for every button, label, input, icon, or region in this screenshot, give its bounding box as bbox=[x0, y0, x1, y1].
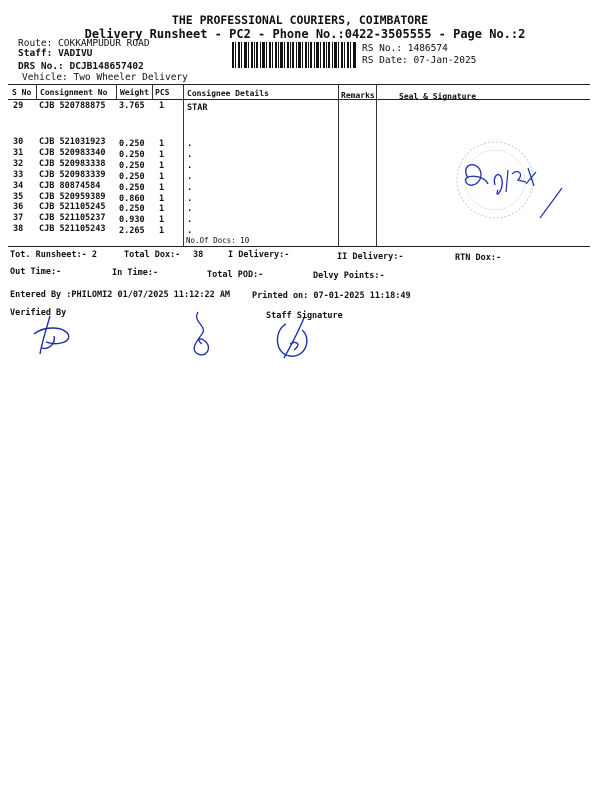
header-remarks: Remarks bbox=[341, 91, 375, 100]
staff-signature bbox=[272, 314, 316, 362]
staff-signature-label: Staff Signature bbox=[266, 311, 343, 321]
cell-weight: 0.250 bbox=[119, 150, 145, 160]
cell-consignment: CJB 521105237 bbox=[39, 213, 106, 223]
printed-on: Printed on: 07-01-2025 11:18:49 bbox=[252, 291, 411, 301]
col-divider bbox=[338, 85, 339, 246]
total-pod: Total POD:- bbox=[207, 270, 264, 280]
cell-consignee: . bbox=[187, 183, 193, 193]
cell-weight: 0.930 bbox=[119, 215, 145, 225]
delvy-points: Delvy Points:- bbox=[313, 271, 385, 281]
header-seal: Seal & Signature bbox=[399, 92, 477, 101]
cell-pcs: 1 bbox=[159, 215, 165, 225]
in-time: In Time:- bbox=[112, 268, 159, 278]
header-consignment: Consignment No bbox=[40, 88, 108, 97]
table-top-rule bbox=[8, 84, 590, 85]
cell-sno: 35 bbox=[13, 192, 24, 202]
cell-pcs: 1 bbox=[159, 150, 165, 160]
cell-consignee: . bbox=[187, 172, 193, 182]
col-divider bbox=[116, 85, 117, 99]
rs-date: RS Date: 07-Jan-2025 bbox=[362, 55, 477, 66]
cell-weight: 0.250 bbox=[119, 204, 145, 214]
drs-line bbox=[18, 61, 144, 72]
rtn-dox: RTN Dox:- bbox=[455, 253, 502, 263]
cell-consignment: CJB 520983339 bbox=[39, 170, 106, 180]
cell-sno: 32 bbox=[13, 159, 24, 169]
route-text: Route: COKKAMPUDUR ROAD bbox=[18, 38, 150, 49]
col-divider bbox=[376, 85, 377, 246]
cell-consignee: STAR bbox=[187, 103, 208, 113]
verified-by-signature bbox=[28, 312, 78, 358]
cell-consignment: CJB 520983340 bbox=[39, 148, 106, 158]
header-consignee: Consignee Details bbox=[187, 89, 269, 98]
cell-consignee: . bbox=[187, 226, 193, 236]
table-header-rule bbox=[8, 99, 590, 100]
cell-consignment: CJB 520959389 bbox=[39, 192, 106, 202]
i-delivery: I Delivery:- bbox=[228, 250, 290, 260]
ii-delivery: II Delivery:- bbox=[337, 252, 404, 262]
cell-sno: 34 bbox=[13, 181, 24, 191]
cell-sno: 31 bbox=[13, 148, 24, 158]
cell-pcs: 1 bbox=[159, 101, 165, 111]
cell-pcs: 1 bbox=[159, 194, 165, 204]
staff-label: Staff: bbox=[18, 48, 53, 59]
header-weight: Weight bbox=[120, 88, 149, 97]
middle-signature bbox=[188, 308, 218, 360]
cell-pcs: 1 bbox=[159, 139, 165, 149]
cell-sno: 33 bbox=[13, 170, 24, 180]
cell-weight: 0.860 bbox=[119, 194, 145, 204]
company-title: THE PROFESSIONAL COURIERS, COIMBATORE bbox=[171, 13, 429, 27]
cell-consignment: CJB 521105243 bbox=[39, 224, 106, 234]
staff-line bbox=[18, 48, 92, 59]
cell-consignment: CJB 520983338 bbox=[39, 159, 106, 169]
out-time: Out Time:- bbox=[10, 267, 62, 277]
cell-weight: 0.250 bbox=[119, 161, 145, 171]
cell-pcs: 1 bbox=[159, 226, 165, 236]
cell-pcs: 1 bbox=[159, 204, 165, 214]
col-divider bbox=[183, 85, 184, 246]
runsheet-subtitle: Delivery Runsheet - PC2 - Phone No.:0422-3505555 - Page No.:2 bbox=[84, 27, 526, 41]
cell-consignee: . bbox=[187, 204, 193, 214]
cell-sno: 29 bbox=[13, 101, 24, 111]
cell-consignee: . bbox=[187, 150, 193, 160]
cell-pcs: 1 bbox=[159, 183, 165, 193]
total-dox-label: Total Dox:- bbox=[124, 250, 181, 260]
header-pcs: PCS bbox=[155, 88, 170, 97]
cell-consignee: . bbox=[187, 139, 193, 149]
drs-value: DCJB148657402 bbox=[69, 61, 144, 72]
cell-consignment: CJB 521031923 bbox=[39, 137, 106, 147]
drs-label: DRS No.: bbox=[18, 61, 64, 72]
cell-pcs: 1 bbox=[159, 172, 165, 182]
seal-stamp-signature bbox=[440, 130, 590, 230]
entered-by: Entered By :PHILOMI2 01/07/2025 11:12:22 AM bbox=[10, 290, 231, 300]
verified-by-label: Verified By bbox=[10, 308, 67, 318]
staff-value: VADIVU bbox=[58, 48, 93, 59]
cell-weight: 0.250 bbox=[119, 172, 145, 182]
no-of-docs: No.Of Docs: 10 bbox=[186, 236, 250, 245]
cell-sno: 30 bbox=[13, 137, 24, 147]
cell-sno: 38 bbox=[13, 224, 24, 234]
cell-consignee: . bbox=[187, 161, 193, 171]
cell-pcs: 1 bbox=[159, 161, 165, 171]
cell-weight: 3.765 bbox=[119, 101, 145, 111]
col-divider bbox=[36, 85, 37, 99]
cell-weight: 0.250 bbox=[119, 139, 145, 149]
rs-number: RS No.: 1486574 bbox=[362, 43, 448, 54]
cell-weight: 0.250 bbox=[119, 183, 145, 193]
cell-consignee: . bbox=[187, 194, 193, 204]
cell-sno: 36 bbox=[13, 202, 24, 212]
total-dox-value: 38 bbox=[193, 250, 204, 260]
barcode bbox=[232, 42, 356, 68]
table-bottom-rule bbox=[8, 246, 590, 247]
vehicle-text: Vehicle: Two Wheeler Delivery bbox=[22, 72, 188, 83]
cell-consignment: CJB 80874584 bbox=[39, 181, 101, 191]
tot-runsheet: Tot. Runsheet:- 2 bbox=[10, 250, 97, 260]
cell-consignment: CJB 520788875 bbox=[39, 101, 106, 111]
cell-consignee: . bbox=[187, 215, 193, 225]
cell-weight: 2.265 bbox=[119, 226, 145, 236]
cell-consignment: CJB 521105245 bbox=[39, 202, 106, 212]
header-sno: S No bbox=[12, 88, 32, 97]
cell-sno: 37 bbox=[13, 213, 24, 223]
col-divider bbox=[152, 85, 153, 99]
